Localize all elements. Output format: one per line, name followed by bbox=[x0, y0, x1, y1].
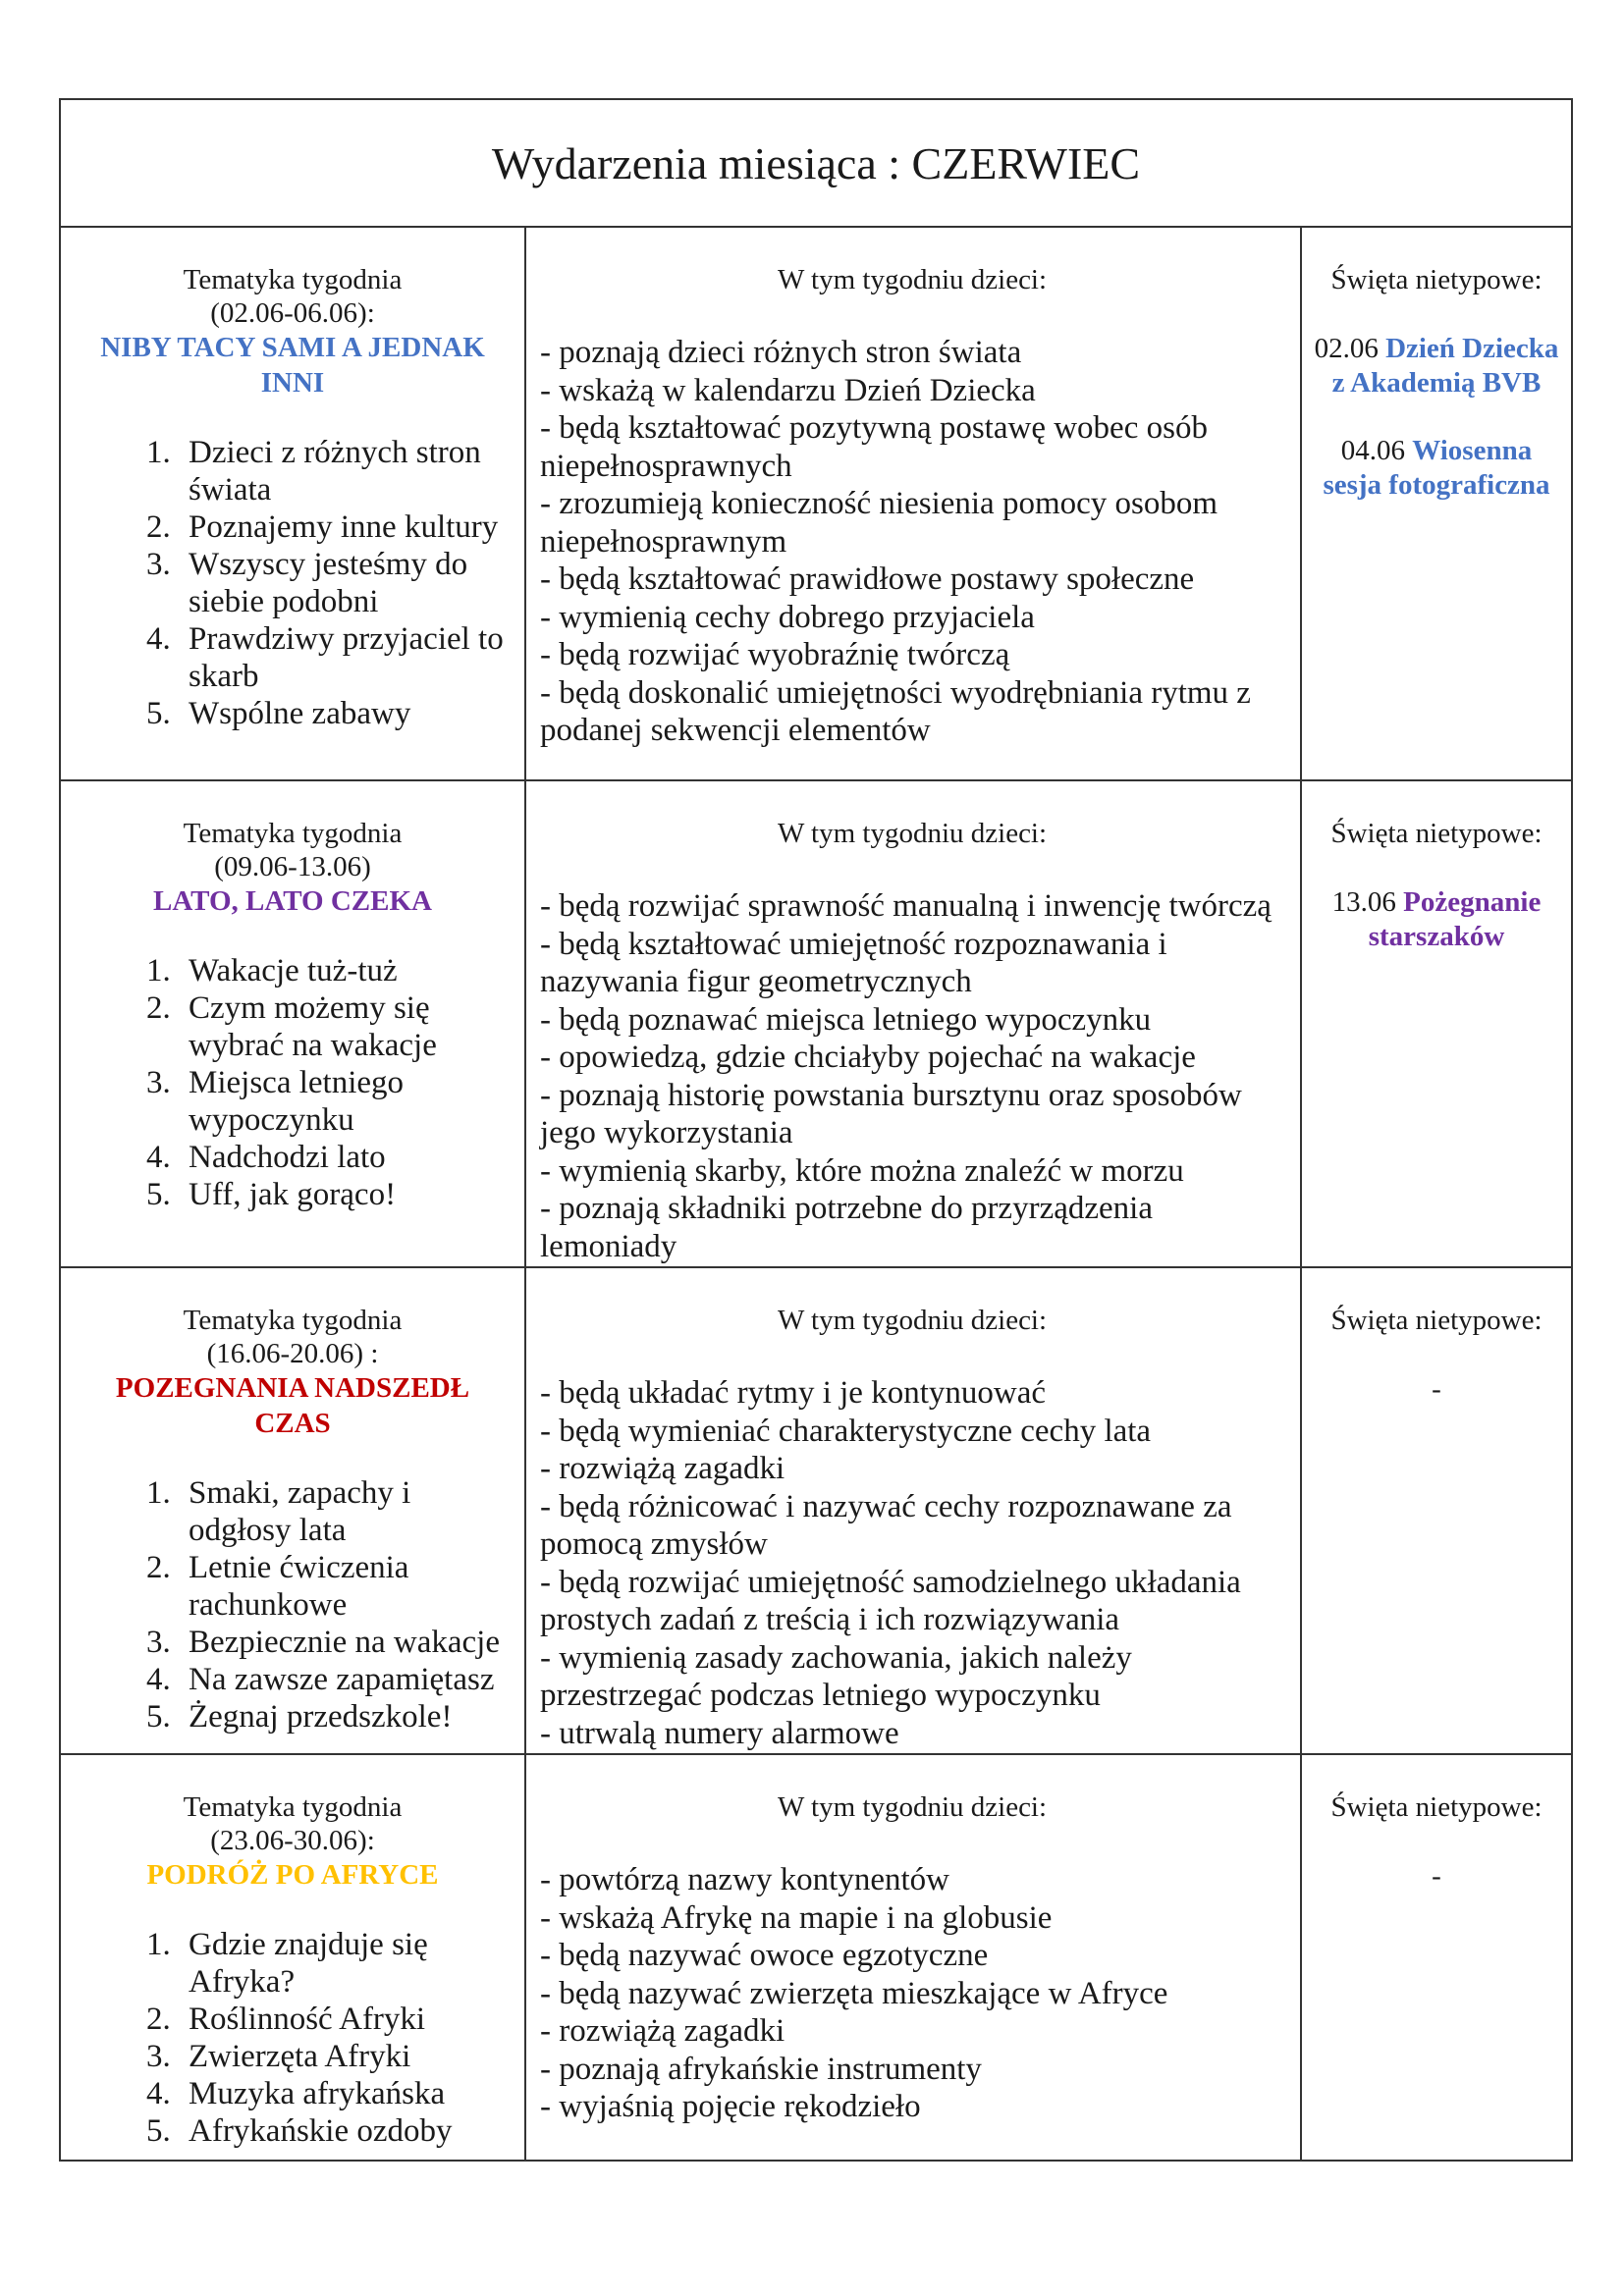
kids-item: - będą kształtować prawidłowe postawy społeczne bbox=[540, 561, 1195, 597]
topic-item: 3. Bezpiecznie na wakacje bbox=[179, 1624, 505, 1661]
topic-item: 1. Smaki, zapachy i odgłosy lata bbox=[179, 1474, 505, 1549]
kids-item: - opowiedzą, gdzie chciałyby pojechać na wakacje bbox=[540, 1040, 1196, 1075]
holiday-date: - bbox=[1432, 1373, 1441, 1405]
week-dates: (02.06-06.06): bbox=[210, 297, 375, 329]
week-theme: POZEGNANIA NADSZEDŁ CZAS bbox=[115, 1372, 470, 1439]
kids-item: - będą rozwijać sprawność manualną i inwencję twórczą bbox=[540, 888, 1272, 924]
kids-item: - będą nazywać zwierzęta mieszkające w Afryce bbox=[540, 1975, 1168, 2011]
theme-cell bbox=[61, 228, 526, 779]
holiday-header: Święta nietypowe: bbox=[1330, 818, 1543, 849]
week-theme: LATO, LATO CZEKA bbox=[153, 885, 432, 917]
kids-item: - powtórzą nazwy kontynentów bbox=[540, 1862, 949, 1897]
topic-list bbox=[81, 952, 505, 1213]
topic-item: 4. Prawdziwy przyjaciel to skarb bbox=[179, 620, 505, 695]
theme-label: Tematyka tygodnia bbox=[183, 818, 403, 849]
topic-item: 5. Uff, jak gorąco! bbox=[179, 1176, 505, 1213]
topic-item: 3. Miejsca letniego wypoczynku bbox=[179, 1064, 505, 1139]
holiday-header: Święta nietypowe: bbox=[1330, 1305, 1543, 1336]
theme-label: Tematyka tygodnia bbox=[183, 264, 403, 295]
kids-item: - rozwiążą zagadki bbox=[540, 1451, 785, 1486]
week-dates: (09.06-13.06) bbox=[214, 851, 371, 882]
holiday-name: Wiosenna sesja fotograficzna bbox=[1323, 435, 1550, 501]
week-rows bbox=[61, 228, 1571, 2160]
week-row bbox=[61, 228, 1571, 781]
topic-item: 3. Wszyscy jesteśmy do siebie podobni bbox=[179, 546, 505, 620]
holiday-date: 02.06 bbox=[1314, 333, 1379, 364]
week-row bbox=[61, 1268, 1571, 1755]
holiday-item bbox=[1312, 1859, 1561, 1894]
kids-header: W tym tygodniu dzieci: bbox=[777, 818, 1048, 849]
kids-item: - wskażą Afrykę na mapie i na globusie bbox=[540, 1899, 1053, 1936]
kids-item: - poznają afrykańskie instrumenty bbox=[540, 2051, 982, 2087]
holiday-date: 13.06 bbox=[1331, 886, 1396, 918]
topic-item: 4. Muzyka afrykańska bbox=[179, 2075, 505, 2112]
kids-cell bbox=[526, 228, 1302, 779]
topic-item: 1. Dzieci z różnych stron świata bbox=[179, 434, 505, 508]
kids-item: - będą różnicować i nazywać cechy rozpoznawane za pomocą zmysłów bbox=[540, 1488, 1232, 1562]
kids-item: - będą rozwijać wyobraźnię twórczą bbox=[540, 637, 1010, 672]
kids-header: W tym tygodniu dzieci: bbox=[777, 264, 1048, 295]
topic-item: 3. Zwierzęta Afryki bbox=[179, 2038, 505, 2075]
kids-item: - poznają składniki potrzebne do przyrządzenia lemoniady bbox=[540, 1191, 1153, 1264]
kids-item: - wymienią zasady zachowania, jakich należy przestrzegać podczas letniego wypoczynku bbox=[540, 1639, 1132, 1713]
kids-header: W tym tygodniu dzieci: bbox=[777, 1305, 1048, 1336]
holiday-cell bbox=[1302, 1755, 1571, 2160]
holiday-date: 04.06 bbox=[1340, 435, 1406, 466]
week-row bbox=[61, 1755, 1571, 2160]
topic-list bbox=[81, 434, 505, 732]
holiday-cell bbox=[1302, 228, 1571, 779]
kids-item: - będą rozwijać umiejętność samodzielnego układania prostych zadań z treścią i ich rozwiązywania bbox=[540, 1564, 1241, 1637]
topic-item: 1. Gdzie znajduje się Afryka? bbox=[179, 1926, 505, 2001]
kids-item: - wskażą w kalendarzu Dzień Dziecka bbox=[540, 372, 1036, 408]
theme-cell bbox=[61, 1268, 526, 1753]
topic-item: 2. Czym możemy się wybrać na wakacje bbox=[179, 989, 505, 1064]
week-dates: (16.06-20.06) : bbox=[206, 1338, 379, 1369]
kids-item: - będą wymieniać charakterystyczne cechy lata bbox=[540, 1413, 1152, 1449]
holiday-header: Święta nietypowe: bbox=[1330, 264, 1543, 295]
topic-item: 5. Afrykańskie ozdoby bbox=[179, 2112, 505, 2150]
topic-item: 5. Wspólne zabawy bbox=[179, 695, 505, 732]
kids-item: - będą nazywać owoce egzotyczne bbox=[540, 1938, 989, 1973]
holiday-item bbox=[1312, 1372, 1561, 1407]
holiday-header: Święta nietypowe: bbox=[1330, 1791, 1543, 1823]
topic-item: 4. Nadchodzi lato bbox=[179, 1139, 505, 1176]
events-table bbox=[59, 98, 1573, 2162]
holiday-cell bbox=[1302, 781, 1571, 1266]
holiday-item bbox=[1312, 434, 1561, 503]
holiday-item bbox=[1312, 885, 1561, 954]
topic-item: 2. Roślinność Afryki bbox=[179, 2001, 505, 2038]
holiday-name: Pożegnanie starszaków bbox=[1368, 886, 1542, 952]
kids-item: - będą kształtować umiejętność rozpoznawania i nazywania figur geometrycznych bbox=[540, 926, 1167, 999]
kids-item: - wymienią cechy dobrego przyjaciela bbox=[540, 599, 1035, 635]
topic-item: 2. Poznajemy inne kultury bbox=[179, 508, 505, 546]
holiday-cell bbox=[1302, 1268, 1571, 1753]
kids-item: - będą kształtować pozytywną postawę wobec osób niepełnosprawnych bbox=[540, 410, 1208, 484]
page-title: Wydarzenia miesiąca : CZERWIEC bbox=[61, 100, 1571, 228]
topic-list bbox=[81, 1474, 505, 1735]
kids-cell bbox=[526, 1755, 1302, 2160]
kids-item: - zrozumieją konieczność niesienia pomocy osobom niepełnosprawnym bbox=[540, 486, 1218, 560]
week-theme: NIBY TACY SAMI A JEDNAK INNI bbox=[100, 332, 485, 399]
topic-item: 2. Letnie ćwiczenia rachunkowe bbox=[179, 1549, 505, 1624]
theme-cell bbox=[61, 781, 526, 1266]
kids-header: W tym tygodniu dzieci: bbox=[777, 1791, 1048, 1823]
holiday-name: Dzień Dziecka z Akademią BVB bbox=[1331, 333, 1559, 399]
kids-item: - wymienią skarby, które można znaleźć w morzu bbox=[540, 1152, 1184, 1189]
kids-cell bbox=[526, 1268, 1302, 1753]
theme-label: Tematyka tygodnia bbox=[183, 1305, 403, 1336]
holiday-item bbox=[1312, 332, 1561, 400]
kids-item: - poznają historię powstania bursztynu oraz sposobów jego wykorzystania bbox=[540, 1077, 1242, 1150]
topic-item: 5. Żegnaj przedszkole! bbox=[179, 1698, 505, 1735]
topic-list bbox=[81, 1926, 505, 2150]
theme-cell bbox=[61, 1755, 526, 2160]
kids-item: - będą doskonalić umiejętności wyodrębniania rytmu z podanej sekwencji elementów bbox=[540, 674, 1251, 748]
kids-item: - rozwiążą zagadki bbox=[540, 2013, 785, 2049]
topic-item: 4. Na zawsze zapamiętasz bbox=[179, 1661, 505, 1698]
kids-item: - będą układać rytmy i je kontynuować bbox=[540, 1375, 1046, 1411]
holiday-date: - bbox=[1432, 1860, 1441, 1892]
kids-item: - wyjaśnią pojęcie rękodzieło bbox=[540, 2089, 921, 2124]
theme-label: Tematyka tygodnia bbox=[183, 1791, 403, 1823]
week-row bbox=[61, 781, 1571, 1268]
kids-item: - utrwalą numery alarmowe bbox=[540, 1715, 899, 1751]
week-dates: (23.06-30.06): bbox=[210, 1825, 375, 1856]
week-theme: PODRÓŻ PO AFRYCE bbox=[146, 1859, 439, 1891]
kids-item: - poznają dzieci różnych stron świata bbox=[540, 335, 1022, 370]
topic-item: 1. Wakacje tuż-tuż bbox=[179, 952, 505, 989]
kids-item: - będą poznawać miejsca letniego wypoczynku bbox=[540, 1001, 1152, 1038]
kids-cell bbox=[526, 781, 1302, 1266]
